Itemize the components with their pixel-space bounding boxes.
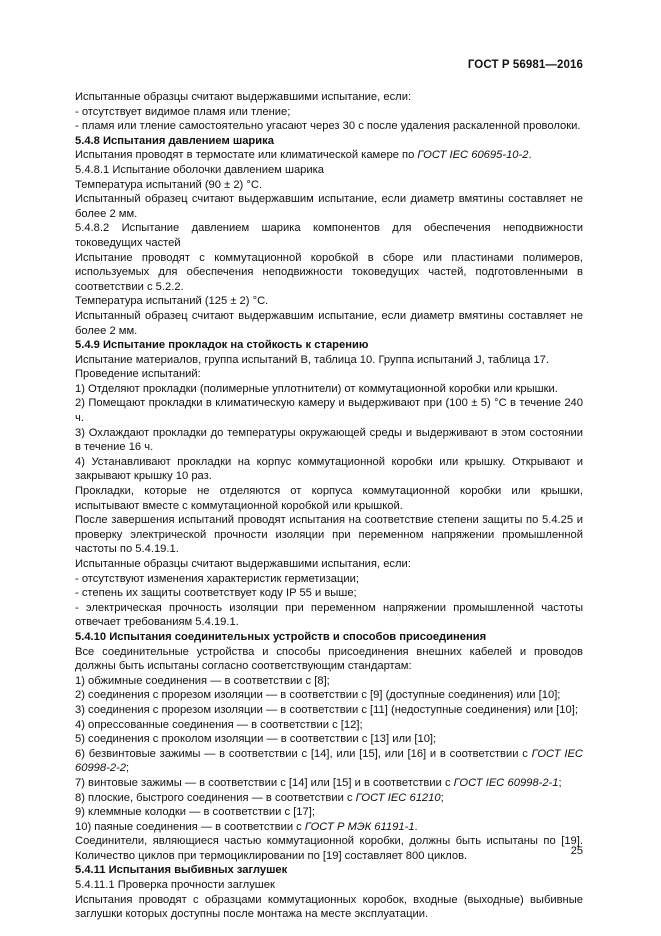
paragraph: 2) соединения с прорезом изоляции — в соответствии с [9] (доступные соединения) или [10]; xyxy=(75,689,561,702)
section-heading: 5.4.8 Испытания давлением шарика xyxy=(75,134,274,147)
page-header: ГОСТ Р 56981—2016 xyxy=(467,59,583,71)
paragraph: 6) безвинтовые зажимы — в соответствии с [14], или [15], или [16] и в соответствии с ГОСТ IEC 60998-2-2; xyxy=(75,747,583,775)
paragraph: Испытанный образец считают выдержавшим испытание, если диаметр вмятины составляет не более 2 мм. xyxy=(75,193,583,220)
paragraph: 4) Устанавливают прокладки на корпус коммутационной коробки или крышку. Открывают и закрывают крышку 10 раз. xyxy=(75,455,583,483)
paragraph: Все соединительные устройства и способы присоединения внешних кабелей и проводов должны быть испытаны согласно соответствующим стандартам: xyxy=(75,645,583,673)
paragraph: Испытанные образцы считают выдержавшими испытания, если: xyxy=(75,558,411,570)
paragraph: 7) винтовые зажимы — в соответствии с [14] или [15] и в соответствии с ГОСТ IEC 60998-2-1; xyxy=(75,776,562,789)
paragraph: Испытанные образцы считают выдержавшими испытание, если: xyxy=(75,91,412,103)
paragraph: 5.4.8.2 Испытание давлением шарика компонентов для обеспечения неподвижности токоведущих частей xyxy=(75,222,583,249)
paragraph: Соединители, являющиеся частью коммутационной коробки, должны быть испытаны по [19]. Количество циклов при термоциклировании по [19] составляет 800 циклов. xyxy=(75,835,583,862)
paragraph: Температура испытаний (125 ± 2) °С. xyxy=(75,295,269,308)
paragraph: Температура испытаний (90 ± 2) °С. xyxy=(75,178,263,191)
paragraph: 10) паяные соединения — в соответствии с ГОСТ Р МЭК 61191-1. xyxy=(75,820,418,833)
paragraph: 5.4.11.1 Проверка прочности заглушек xyxy=(75,879,275,892)
paragraph: 4) опрессованные соединения — в соответствии с [12]; xyxy=(75,718,363,731)
paragraph: 5) соединения с проколом изоляции — в соответствии с [13] или [10]; xyxy=(75,733,437,746)
paragraph: 9) клеммные колодки — в соответствии с [17]; xyxy=(75,806,315,819)
paragraph: - степень их защиты соответствует коду IP 55 и выше; xyxy=(75,587,357,600)
paragraph: - отсутствует видимое пламя или тление; xyxy=(75,105,291,118)
paragraph: - электрическая прочность изоляции при переменном напряжении промышленной частоты отвечает требованиям 5.4.19.1. xyxy=(75,601,583,629)
paragraph: 1) обжимные соединения — в соответствии с [8]; xyxy=(75,674,330,687)
paragraph: Испытания проводят с образцами коммутационных коробок, входные (выходные) выбивные заглушки которых доступны после монтажа на месте эксплуатации. xyxy=(75,893,583,921)
section-heading: 5.4.10 Испытания соединительных устройств и способов присоединения xyxy=(75,630,487,643)
paragraph: Испытание проводят с коммутационной коробкой в сборе или пластинами полимеров, используемых для обеспечения неподвижности токоведущих частей, подготовленными в соответствии с 5.2.2. xyxy=(75,251,583,293)
paragraph: 1) Отделяют прокладки (полимерные уплотнители) от коммутационной коробки или крышки. xyxy=(75,382,558,395)
paragraph: Испытанный образец считают выдержавшим испытание, если диаметр вмятины составляет не более 2 мм. xyxy=(75,309,583,337)
paragraph: После завершения испытаний проводят испытания на соответствие степени защиты по 5.4.25 и проверку электрической прочности изоляции при переменном напряжении промышленной частоты по 5.4.19.1. xyxy=(75,514,583,556)
paragraph: 5.4.8.1 Испытание оболочки давлением шарика xyxy=(75,163,325,176)
document-body xyxy=(75,90,583,922)
paragraph: 8) плоские, быстрого соединения — в соответствии с ГОСТ IEC 61210; xyxy=(75,791,444,804)
paragraph: Проведение испытаний: xyxy=(75,368,201,381)
section-heading: 5.4.9 Испытание прокладок на стойкость к старению xyxy=(75,339,369,352)
paragraph: 2) Помещают прокладки в климатическую камеру и выдерживают при (100 ± 5) °С в течение 240 ч. xyxy=(75,397,583,425)
paragraph: - пламя или тление самостоятельно угасают через 30 с после удаления раскаленной проволоки. xyxy=(75,120,581,133)
paragraph: - отсутствуют изменения характеристик герметизации; xyxy=(75,572,360,585)
paragraph: Испытания проводят в термостате или климатической камере по ГОСТ IEC 60695-10-2. xyxy=(75,149,532,162)
paragraph: 3) Охлаждают прокладки до температуры окружающей среды и выдерживают в этом состоянии в течение 16 ч. xyxy=(75,426,583,454)
paragraph: Прокладки, которые не отделяются от корпуса коммутационной коробки или крышки, испытывают вместе с коммутационной коробкой или крышкой. xyxy=(75,485,583,512)
page-number: 25 xyxy=(570,845,583,857)
paragraph: 3) соединения с прорезом изоляции — в соответствии с [11] (недоступные соединения) или [10]; xyxy=(75,703,578,716)
paragraph: Испытание материалов, группа испытаний В, таблица 10. Группа испытаний J, таблица 17. xyxy=(75,353,549,366)
section-heading: 5.4.11 Испытания выбивных заглушек xyxy=(75,864,288,877)
